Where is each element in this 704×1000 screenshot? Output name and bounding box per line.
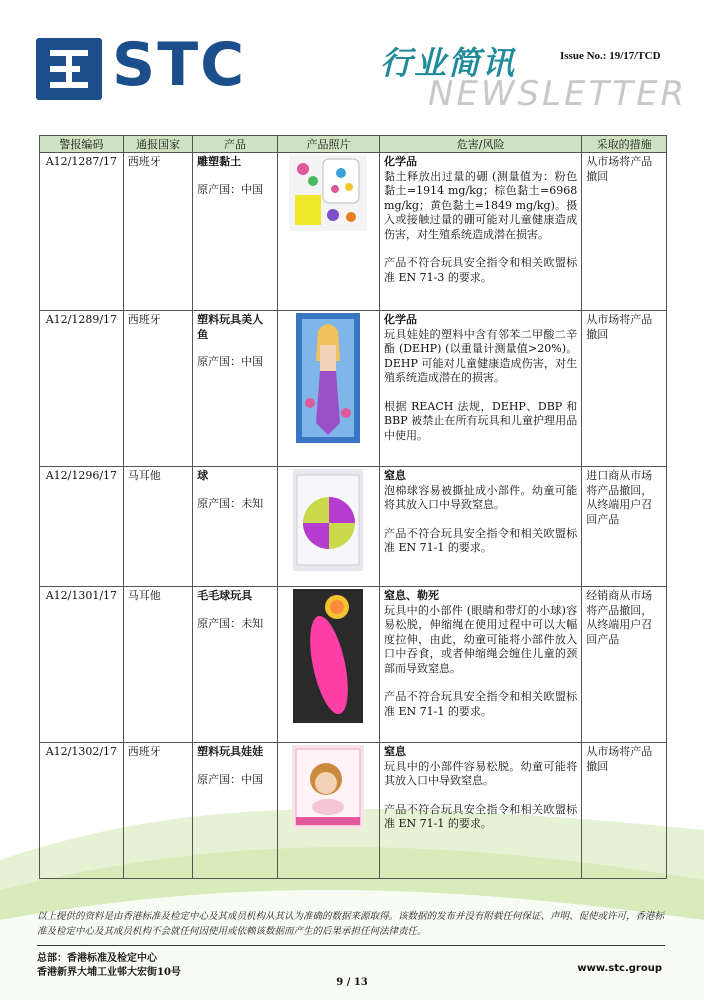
photo-cell [277,467,379,587]
col-header-photo: 产品照片 [277,136,379,153]
notifying-country: 西班牙 [123,153,192,311]
col-header-code: 警报编码 [40,136,124,153]
stc-logo-mark-icon [42,44,96,94]
product-origin: 原产国：未知 [197,616,264,630]
issue-number: Issue No.: 19/17/TCD [560,50,661,62]
hazard-cell [380,467,582,587]
foam-ball-photo [293,469,363,571]
hazard-type: 窒息、勒死 [384,589,440,602]
headquarters-address: 香港新界大埔工业邨大宏街10号 [37,967,181,978]
col-header-country: 通报国家 [123,136,192,153]
small-doll-photo [292,745,364,829]
product-name: 毛毛球玩具 [197,589,253,602]
photo-cell [277,153,379,311]
footer-divider [37,945,665,946]
photo-cell [277,587,379,743]
hazard-description: 玩具中的小部件 (眼睛和带灯的小球)容易松脱，伸缩绳在使用过程中可以大幅度拉伸，由此，幼童可能将小部件放入口中吞食，或者伸缩绳会缠住儿童的颈部而导致窒息。 [384,603,578,675]
alert-code: A12/1301/17 [40,587,124,743]
product-name: 球 [197,469,209,482]
product-origin: 原产国：中国 [197,772,264,786]
product-cell [193,743,278,879]
measure-taken: 从市场将产品撤回 [582,153,667,311]
table-header-row [40,136,667,153]
product-name: 塑料玩具娃娃 [197,745,264,758]
measure-taken: 从市场将产品撤回 [582,743,667,879]
page-footer [0,905,704,1000]
measure-taken: 从市场将产品撤回 [582,311,667,467]
hazard-cell [380,311,582,467]
table-row [40,311,667,467]
product-cell [193,311,278,467]
photo-cell [277,311,379,467]
brand-name: STC [112,30,247,100]
puffer-toy-photo [293,589,363,723]
hazard-type: 窒息 [384,745,407,758]
alert-code: A12/1289/17 [40,311,124,467]
alert-code: A12/1302/17 [40,743,124,879]
hazard-regulation: 产品不符合玩具安全指令和相关欧盟标准 EN 71-3 的要求。 [384,256,578,284]
notifying-country: 马耳他 [123,467,192,587]
page-header [0,0,704,135]
product-name: 塑料玩具美人鱼 [197,313,264,341]
measure-taken: 经销商从市场将产品撤回，从终端用户召回产品 [582,587,667,743]
product-origin: 原产国：中国 [197,182,264,196]
measure-taken: 进口商从市场将产品撤回，从终端用户召回产品 [582,467,667,587]
table-row [40,467,667,587]
alert-code: A12/1296/17 [40,467,124,587]
hazard-description: 黏土释放出过量的硼 (测量值为：粉色黏土=1914 mg/kg；棕色黏土=6968 mg/kg；黄色黏土=1849 mg/kg)。摄入或接触过量的硼可能对儿童健康造成伤害，对生殖系统造成潜在损害。 [384,169,578,241]
hazard-regulation: 产品不符合玩具安全指令和相关欧盟标准 EN 71-1 的要求。 [384,690,578,718]
website-link[interactable]: www.stc.group [577,963,662,974]
page-number: 9 / 13 [336,977,368,988]
hazard-description: 泡棉球容易被撕扯成小部件。幼童可能将其放入口中导致窒息。 [384,483,578,511]
disclaimer-text: 以上提供的资料是由香港标准及检定中心及其成员机构从其认为准确的数据来源取得。该数据的发布并没有附载任何保证、声明、促使或许可，香港标准及检定中心及其成员机构不会就任何因使用或依赖该数据而产生的后果承担任何法律责任。 [37,911,665,937]
notifying-country: 西班牙 [123,311,192,467]
col-header-product: 产品 [193,136,278,153]
mermaid-doll-photo [296,313,360,443]
headquarters-label: 总部：香港标准及检定中心 [37,953,157,964]
newsletter-title-cn: 行业简讯 [380,44,517,82]
alert-table [39,135,667,879]
notifying-country: 西班牙 [123,743,192,879]
hazard-type: 化学品 [384,155,418,168]
hazard-cell [380,587,582,743]
hazard-regulation: 产品不符合玩具安全指令和相关欧盟标准 EN 71-1 的要求。 [384,526,578,554]
newsletter-word: NEWSLETTER [428,74,688,114]
table-row [40,153,667,311]
product-origin: 原产国：未知 [197,496,264,510]
stc-logo [36,38,102,100]
hazard-type: 窒息 [384,469,407,482]
hazard-type: 化学品 [384,313,418,326]
hazard-regulation: 产品不符合玩具安全指令和相关欧盟标准 EN 71-1 的要求。 [384,802,578,830]
table-row [40,743,667,879]
col-header-hazard: 危害/风险 [380,136,582,153]
product-cell [193,587,278,743]
product-cell [193,467,278,587]
hazard-cell [380,153,582,311]
photo-cell [277,743,379,879]
product-origin: 原产国：中国 [197,355,264,368]
col-header-measure: 采取的措施 [582,136,667,153]
hazard-description: 玩具娃娃的塑料中含有邻苯二甲酸二辛酯 (DEHP) (以重量计测量值>20%)。DEHP 可能对儿童健康造成伤害，对生殖系统造成潜在的损害。 [384,327,578,384]
table-row [40,587,667,743]
product-name: 雕塑黏土 [197,155,242,168]
hazard-cell [380,743,582,879]
clay-set-photo [289,155,367,231]
alert-code: A12/1287/17 [40,153,124,311]
product-cell [193,153,278,311]
hazard-regulation: 根据 REACH 法规，DEHP、DBP 和 BBP 被禁止在所有玩具和儿童护理用品中使用。 [384,399,578,442]
hazard-description: 玩具中的小部件容易松脱。幼童可能将其放入口中导致窒息。 [384,759,578,787]
notifying-country: 马耳他 [123,587,192,743]
